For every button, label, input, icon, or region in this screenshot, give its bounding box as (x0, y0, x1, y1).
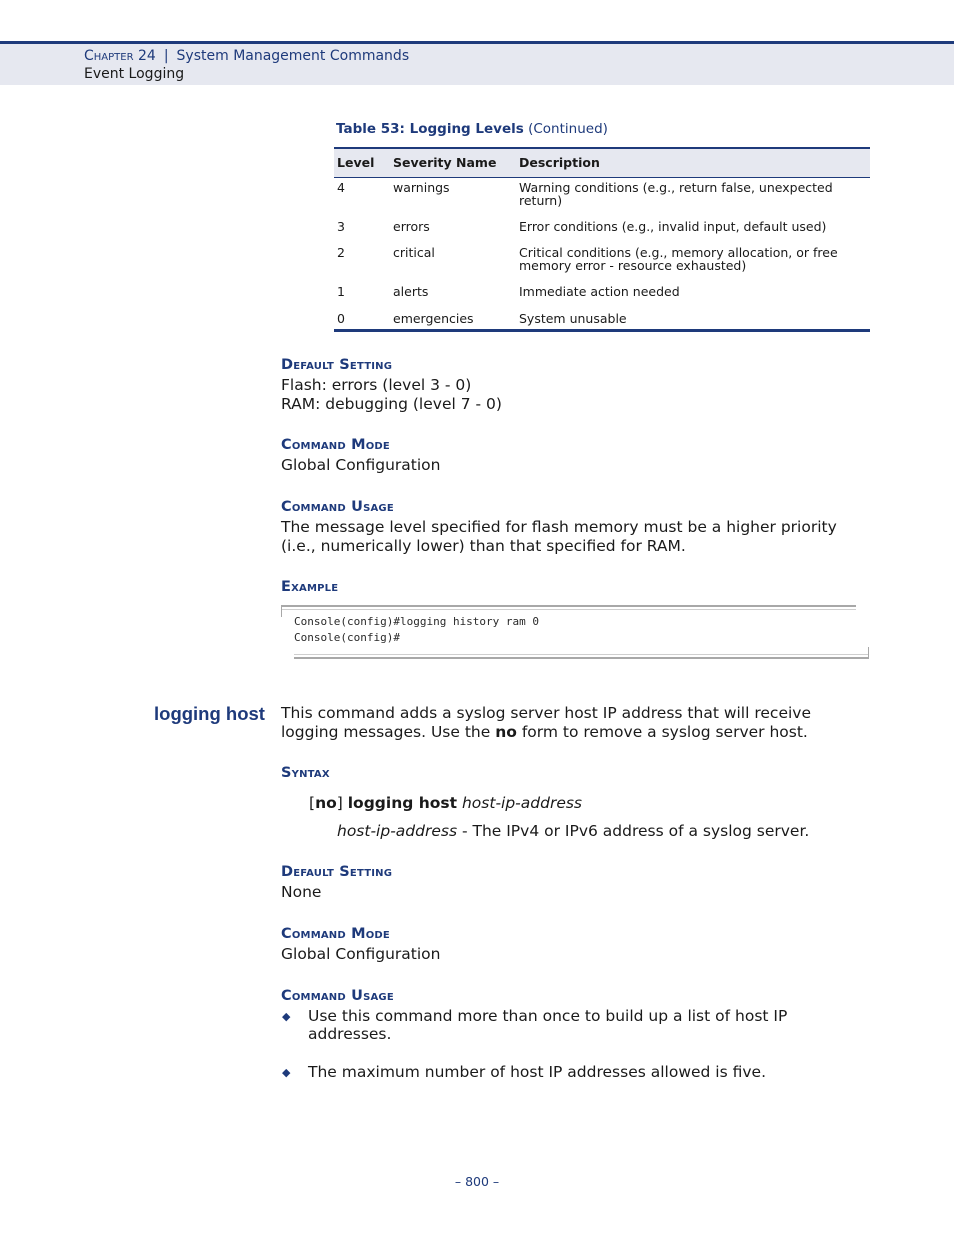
cell-description: Critical conditions (e.g., memory allocation, or free memory error - resource exhausted) (519, 244, 838, 273)
table-row (334, 282, 870, 309)
syntax-argument: host-ip-address (461, 794, 583, 812)
cell-level: 4 (337, 180, 345, 195)
parameter-description: host-ip-address - The IPv4 or IPv6 address of a syslog server. (337, 822, 810, 840)
cell-description: Immediate action needed (519, 283, 680, 299)
cell-level: 1 (337, 283, 345, 299)
header-chapter-line (84, 48, 409, 64)
logging-levels-table (334, 147, 870, 332)
table-row (334, 309, 870, 331)
code-block-left-tick (281, 605, 284, 617)
cell-level: 2 (337, 244, 345, 260)
command-title: logging host (154, 703, 265, 724)
chapter-label: Chapter 24 (84, 48, 156, 64)
default-setting-flash: Flash: errors (level 3 - 0) (281, 376, 472, 394)
cell-severity: alerts (393, 283, 429, 299)
header-section: Event Logging (84, 66, 185, 82)
code-block-right-tick (866, 647, 869, 659)
command-usage-line: (i.e., numerically lower) than that specified for RAM. (281, 537, 686, 555)
syntax-heading: Syntax (281, 765, 330, 781)
cell-level: 3 (337, 218, 345, 234)
usage-bullet-line: addresses. (308, 1025, 392, 1043)
cell-description: Warning conditions (e.g., return false, unexpected return) (519, 180, 833, 208)
code-line: Console(config)# (294, 631, 400, 644)
syntax-line: [no] logging host host-ip-address (309, 794, 583, 812)
chapter-title: System Management Commands (176, 48, 410, 64)
default-setting-ram: RAM: debugging (level 7 - 0) (281, 395, 502, 413)
table-row (334, 178, 870, 217)
cell-description: System unusable (516, 309, 870, 331)
table-caption-title: Table 53: Logging Levels (336, 121, 524, 137)
usage-bullet-line: Use this command more than once to build up a list of host IP (308, 1007, 788, 1025)
code-block-bottom-rule (294, 654, 869, 659)
example-code-block (281, 605, 869, 659)
column-header-description: Description (516, 148, 870, 178)
no-keyword: no (495, 723, 517, 741)
page-number: – 800 – (454, 1174, 500, 1189)
table-caption (336, 121, 608, 137)
header-separator: | (163, 48, 169, 64)
command-mode-heading: Command Mode (281, 926, 390, 942)
default-setting-heading: Default Setting (281, 357, 393, 373)
table-row (334, 243, 870, 282)
table-caption-continued: (Continued) (528, 121, 608, 137)
command-usage-heading: Command Usage (281, 499, 394, 515)
bullet-diamond-icon: ◆ (282, 1066, 291, 1079)
syntax-command: logging host (347, 794, 458, 812)
command-usage-line: The message level specified for flash memory must be a higher priority (281, 518, 837, 536)
command-mode-heading: Command Mode (281, 437, 390, 453)
cell-severity: errors (393, 218, 430, 234)
example-heading: Example (281, 579, 339, 595)
cell-severity: warnings (393, 180, 450, 195)
table-header-row (334, 148, 870, 178)
cell-level: 0 (334, 309, 390, 331)
code-block-top-rule (281, 605, 856, 610)
default-setting-heading: Default Setting (281, 864, 393, 880)
parameter-name: host-ip-address (337, 822, 458, 840)
command-usage-heading: Command Usage (281, 988, 394, 1004)
command-intro-line: logging messages. Use the no form to remove a syslog server host. (281, 723, 808, 741)
code-line: Console(config)#logging history ram 0 (294, 615, 540, 628)
table-row (334, 217, 870, 243)
command-mode-text: Global Configuration (281, 945, 441, 963)
column-header-level: Level (334, 148, 390, 178)
command-mode-text: Global Configuration (281, 456, 441, 474)
column-header-severity: Severity Name (390, 148, 516, 178)
cell-severity: critical (393, 244, 435, 260)
bullet-diamond-icon: ◆ (282, 1010, 291, 1023)
running-header (0, 41, 954, 85)
default-setting-text: None (281, 883, 322, 901)
cell-severity: emergencies (390, 309, 516, 331)
command-intro-line: This command adds a syslog server host IP address that will receive (281, 704, 811, 722)
usage-bullet-line: The maximum number of host IP addresses allowed is five. (308, 1063, 767, 1081)
cell-description: Error conditions (e.g., invalid input, default used) (519, 218, 827, 234)
